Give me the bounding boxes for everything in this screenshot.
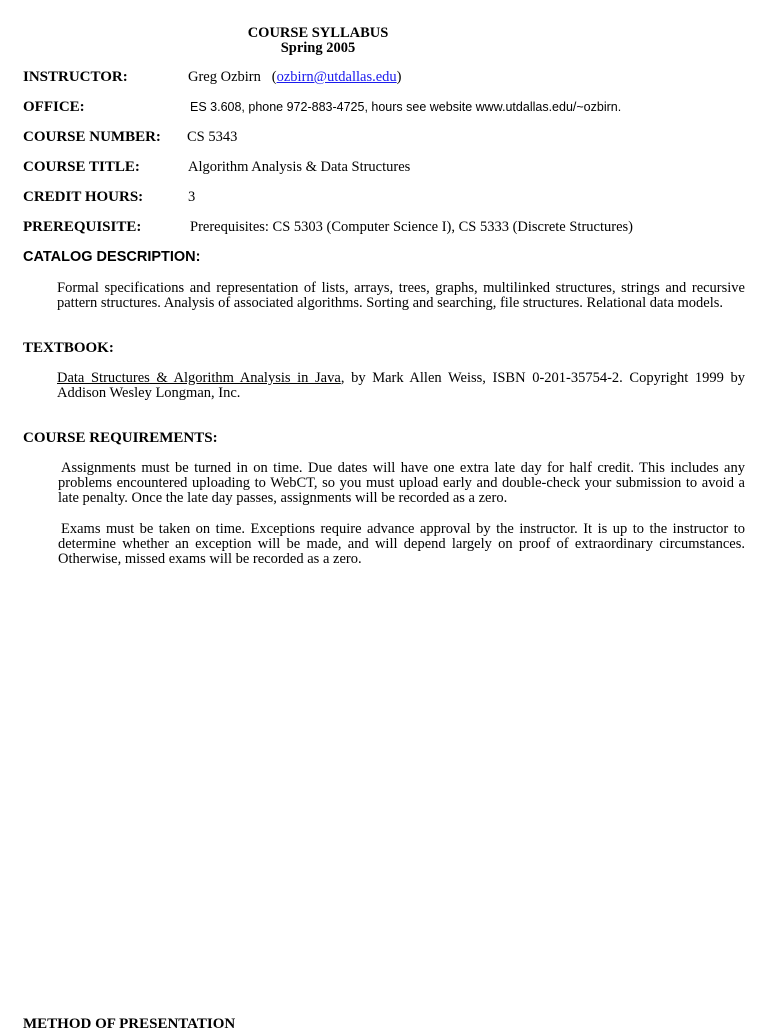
office-label: OFFICE: bbox=[23, 99, 85, 115]
textbook-details: , by Mark Allen Weiss, ISBN 0-201-35754-2. Copyright 1999 by Addison Wesley Longman, Inc. bbox=[57, 370, 745, 401]
prerequisite-label: PREREQUISITE: bbox=[23, 219, 142, 235]
document-term: Spring 2005 bbox=[280, 40, 356, 56]
instructor-label: INSTRUCTOR: bbox=[23, 69, 128, 85]
instructor-value bbox=[188, 69, 402, 86]
instructor-email-link[interactable]: ozbirn@utdallas.edu bbox=[276, 69, 397, 85]
textbook-heading: TEXTBOOK: bbox=[23, 340, 114, 356]
credit-hours-value: 3 bbox=[188, 189, 196, 205]
catalog-description-text: Formal specifications and representation of lists, arrays, trees, graphs, multilinked structures, strings and recursive pattern structures. Analysis of associated algorithms. Sorting and searching, file structures. Relational data models. bbox=[57, 280, 745, 311]
open-paren: ( bbox=[271, 69, 277, 85]
course-number-label: COURSE NUMBER: bbox=[23, 129, 161, 145]
office-value: ES 3.608, phone 972-883-4725, hours see website www.utdallas.edu/~ozbirn. bbox=[190, 100, 622, 114]
course-title-label: COURSE TITLE: bbox=[23, 159, 140, 175]
course-number-value: CS 5343 bbox=[187, 129, 238, 145]
credit-hours-label: CREDIT HOURS: bbox=[23, 189, 144, 205]
textbook-citation bbox=[57, 371, 745, 401]
close-paren: ) bbox=[396, 69, 402, 85]
catalog-description-heading: CATALOG DESCRIPTION: bbox=[23, 249, 201, 265]
course-title-value: Algorithm Analysis & Data Structures bbox=[188, 159, 411, 175]
instructor-name: Greg Ozbirn bbox=[188, 69, 261, 85]
textbook-title: Data Structures & Algorithm Analysis in Java bbox=[57, 370, 341, 386]
document-title: COURSE SYLLABUS bbox=[247, 25, 389, 41]
course-requirements-heading: COURSE REQUIREMENTS: bbox=[23, 430, 218, 446]
requirements-paragraph-1: Assignments must be turned in on time. Due dates will have one extra late day for half credit. This includes any problems encountered uploading to WebCT, so you must upload early and double-check your submission to avoid a late penalty. Once the late day passes, assignments will be recorded as a zero. bbox=[58, 460, 745, 506]
method-of-presentation-heading: METHOD OF PRESENTATION bbox=[23, 1016, 236, 1032]
prerequisite-value: Prerequisites: CS 5303 (Computer Science I), CS 5333 (Discrete Structures) bbox=[190, 219, 633, 235]
requirements-paragraph-2: Exams must be taken on time. Exceptions require advance approval by the instructor. It is up to the instructor to determine whether an exception will be made, and will depend largely on proof of extraordinary circumstances. Otherwise, missed exams will be recorded as a zero. bbox=[58, 521, 745, 567]
